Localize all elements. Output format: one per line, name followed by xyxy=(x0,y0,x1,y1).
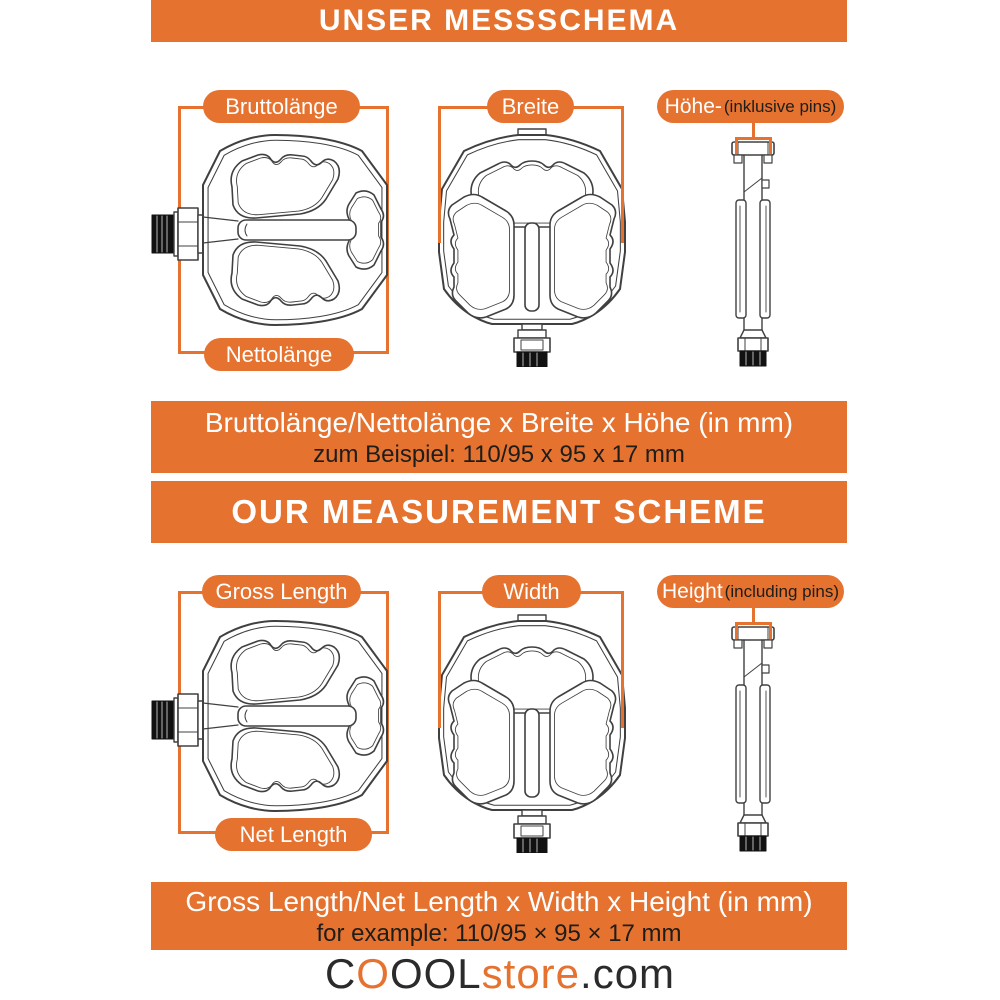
formula-line2-en: for example: 110/95 × 95 × 17 mm xyxy=(316,920,682,947)
net-length-pill-en xyxy=(215,818,372,851)
width-pill-en xyxy=(482,575,581,608)
height-pointer-de xyxy=(752,123,755,138)
height-note-en: (including pins) xyxy=(724,581,840,601)
width-bracket-en xyxy=(438,591,624,728)
formula-block-en xyxy=(151,882,847,950)
pedal-side-view-de xyxy=(715,140,791,368)
height-note-de: (inklusive pins) xyxy=(723,96,837,116)
pedal-top-view-de xyxy=(150,125,400,345)
width-bracket-de xyxy=(438,106,624,243)
height-bracket-de xyxy=(735,137,772,154)
width-pill-de xyxy=(487,90,574,123)
brand-logo xyxy=(0,948,1000,1000)
gross-length-pill-en xyxy=(202,575,361,608)
height-label-en: Height xyxy=(661,579,723,603)
height-pointer-en xyxy=(752,608,755,623)
pedal-side-view-en xyxy=(715,625,791,853)
height-pill-de xyxy=(657,90,844,123)
width-label-en: Width xyxy=(503,578,560,604)
formula-line1-de: Bruttolänge/Nettolänge x Breite x Höhe (in mm) xyxy=(204,407,794,438)
logo-word-store: store xyxy=(481,950,581,997)
pedal-top-view-en xyxy=(150,611,400,831)
net-length-label-de: Nettolänge xyxy=(225,341,333,367)
height-pill-en xyxy=(657,575,844,608)
height-dash-de: - xyxy=(714,94,722,118)
height-label-de: Höhe xyxy=(664,94,715,118)
gross-length-label-en: Gross Length xyxy=(215,578,348,604)
header-title-de: UNSER MESSSCHEMA xyxy=(318,4,680,37)
logo-dotcom: .com xyxy=(580,950,676,997)
logo-letter-o-orange: O xyxy=(356,950,390,997)
header-banner-de xyxy=(151,0,847,42)
net-length-pill-de xyxy=(204,338,354,371)
logo-letters-ool: OOL xyxy=(389,950,482,997)
gross-length-label-de: Bruttolänge xyxy=(225,93,338,119)
logo-letter-c: C xyxy=(324,950,357,997)
width-label-de: Breite xyxy=(501,93,560,119)
gross-length-pill-de xyxy=(203,90,360,123)
net-length-label-en: Net Length xyxy=(239,821,348,847)
height-bracket-en xyxy=(735,622,772,639)
header-title-en: OUR MEASUREMENT SCHEME xyxy=(231,493,767,530)
formula-block-de xyxy=(151,401,847,473)
formula-line2-de: zum Beispiel: 110/95 x 95 x 17 mm xyxy=(313,441,685,468)
formula-line1-en: Gross Length/Net Length x Width x Height (in mm) xyxy=(185,886,813,917)
header-banner-en xyxy=(151,481,847,543)
